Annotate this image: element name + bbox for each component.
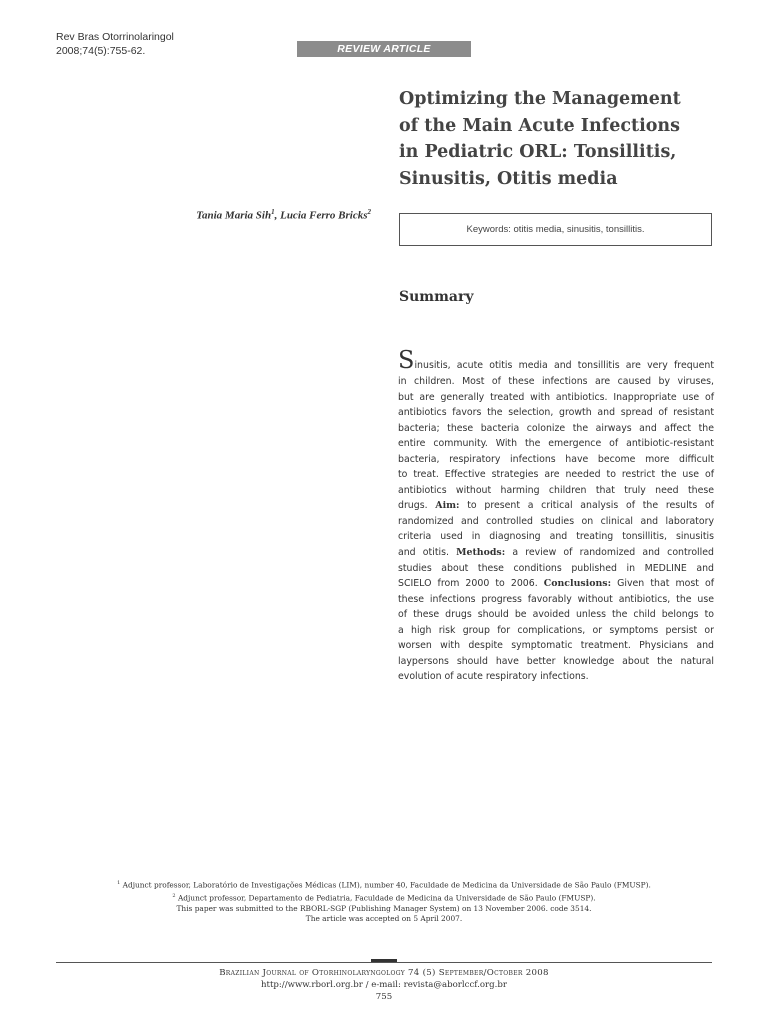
abstract-line: these infections progress favorably without antibiotics, the use <box>398 593 714 605</box>
author-affiliation-mark: 2 <box>367 208 371 216</box>
section-label: REVIEW ARTICLE <box>297 41 471 57</box>
author-separator: , <box>274 209 281 222</box>
journal-reference <box>56 30 174 58</box>
title-line: Optimizing the Management <box>399 89 681 109</box>
footnote-accepted: The article was accepted on 5 April 2007. <box>305 914 463 924</box>
abstract-line: and otitis. Methods: a review of randomized and controlled <box>398 547 714 559</box>
abstract-line: bacteria, respiratory infections have become more difficult <box>398 453 714 465</box>
footnote-affiliation-1: $^1$ Adjunct professor, Laboratório de Investigações Médicas (LIM), number 40, Faculdade de Medicina da Universidade de São Paulo (FMUSP). <box>117 880 651 890</box>
author-list <box>133 208 371 222</box>
page-number: 755 <box>375 992 393 1002</box>
abstract-line: but are generally treated with antibiotics. Inappropriate use of <box>398 391 714 403</box>
author-affiliation-mark: 1 <box>271 208 275 216</box>
author-name: Lucia Ferro Bricks <box>280 209 368 222</box>
abstract-line: of these drugs should be avoided unless the child belongs to <box>398 609 714 621</box>
summary-heading: Summary <box>399 289 474 305</box>
footnote-affiliation-2: $^2$ Adjunct professor, Departamento de Pediatria, Faculdade de Medicina da Universidade de São Paulo (FMUSP). <box>172 892 596 903</box>
title-line: in Pediatric ORL: Tonsillitis, <box>399 142 677 162</box>
footnote-submitted: This paper was submitted to the RBORL-SGP (Publishing Manager System) on 13 November 2006. code 3514. <box>176 903 592 913</box>
abstract-line: SCIELO from 2000 to 2006. Conclusions: Given that most of <box>398 578 714 590</box>
abstract-line: criteria used in diagnosing and treating tonsillitis, sinusitis <box>398 531 714 543</box>
keywords-box: Keywords: otitis media, sinusitis, tonsillitis. <box>399 213 712 246</box>
title-line: Sinusitis, Otitis media <box>399 168 618 189</box>
drop-cap: S <box>398 346 415 374</box>
abstract-line: in children. Most of these infections are caused by viruses, <box>398 376 714 387</box>
abstract-line: bacteria; these bacteria colonize the airways and affect the <box>398 422 714 434</box>
abstract-line: antibiotics favors the selection, growth and spread of resistant <box>398 407 714 419</box>
abstract-line: to treat. Effective strategies are needed to restrict the use of <box>398 469 714 481</box>
abstract-line: randomized and controlled studies on clinical and laboratory <box>398 515 714 527</box>
journal-citation: 2008;74(5):755-62. <box>56 45 146 57</box>
footnotes <box>60 878 708 925</box>
methods-label: Methods: <box>456 547 506 559</box>
aim-label: Aim: <box>435 500 460 512</box>
abstract-text <box>398 346 714 685</box>
footer-journal-line: Brazilian Journal of Otorhinolaryngology 74 (5) September/October 2008 <box>219 968 549 978</box>
journal-name: Rev Bras Otorrinolaringol <box>56 31 174 43</box>
page-footer <box>56 967 712 1003</box>
abstract-line: antibiotics without harming children that truly need these <box>398 484 714 496</box>
abstract-line: laypersons should have better knowledge about the natural <box>398 655 714 667</box>
article-title <box>399 86 719 192</box>
abstract-line: Sinusitis, acute otitis media and tonsillitis are very frequent <box>398 346 714 374</box>
abstract-line: a high risk group for complications, or symptoms persist or <box>398 624 714 636</box>
abstract-line: worsen with despite symptomatic treatment. Physicians and <box>398 640 714 652</box>
abstract-line: entire community. With the emergence of antibiotic-resistant <box>398 438 714 450</box>
footer-links: http://www.rborl.org.br / e-mail: revista@aborlccf.org.br <box>260 980 508 990</box>
author-name: Tania Maria Sih <box>196 209 272 222</box>
abstract-line: evolution of acute respiratory infections. <box>398 671 589 683</box>
abstract-line: drugs. Aim: to present a critical analysis of the results of <box>398 500 715 512</box>
conclusions-label: Conclusions: <box>543 578 612 590</box>
title-line: of the Main Acute Infections <box>399 115 680 136</box>
footer-rule <box>56 962 712 963</box>
abstract-line: studies about these conditions published in MEDLINE and <box>398 562 714 574</box>
